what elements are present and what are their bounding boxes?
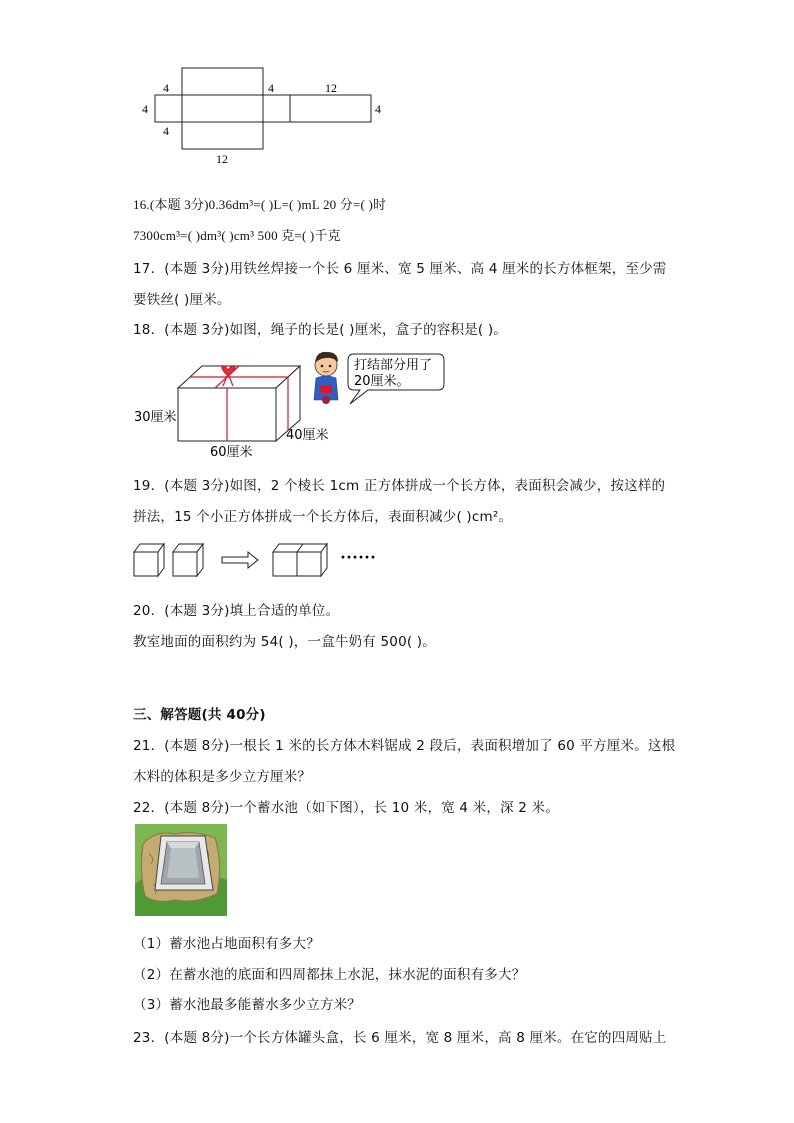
cuboid-net-diagram xyxy=(138,62,388,170)
net-label-bottom-12: 12 xyxy=(216,152,228,166)
speech-bubble-line-1: 打结部分用了 xyxy=(354,358,433,373)
q21-line-1: 21．(本题 8分)一根长 1 米的长方体木料锯成 2 段后，表面积增加了 60 平方厘米。这根 xyxy=(133,738,676,754)
q17-line-2: 要铁丝( )厘米。 xyxy=(133,292,231,308)
q21-line-2: 木料的体积是多少立方厘米？ xyxy=(133,769,312,785)
section-3-heading: 三、解答题(共 40分) xyxy=(133,707,266,723)
q19-line-2: 拼法，15 个小正方体拼成一个长方体后，表面积减少( )cm²。 xyxy=(133,509,513,525)
q16-line-1: 16.(本题 3分)0.36dm³=( )L=( )mL 20 分=( )时 xyxy=(133,197,387,212)
box-width-label: 40厘米 xyxy=(286,428,329,443)
q19-line-1: 19．(本题 3分)如图，2 个棱长 1cm 正方体拼成一个长方体，表面积会减少，按这样的 xyxy=(133,478,666,494)
box-length-label: 60厘米 xyxy=(210,445,253,460)
net-label-top-12: 12 xyxy=(325,81,337,95)
continuation-dots: ······ xyxy=(340,547,377,567)
reservoir-picture xyxy=(135,824,227,916)
q16-line-2: 7300cm³=( )dm³( )cm³ 500 克=( )千克 xyxy=(133,228,341,243)
q23-line-1: 23．(本题 8分)一个长方体罐头盒，长 6 厘米，宽 8 厘米，高 8 厘米。在它的四周贴上 xyxy=(133,1030,667,1046)
net-label-right-4: 4 xyxy=(375,102,381,116)
cubes-figure xyxy=(130,540,400,580)
q17-line-1: 17．(本题 3分)用铁丝焊接一个长 6 厘米、宽 5 厘米、高 4 厘米的长方体框架，至少需 xyxy=(133,261,667,277)
q20-line-2: 教室地面的面积约为 54( )，一盒牛奶有 500( )。 xyxy=(133,634,436,650)
box-height-label: 30厘米 xyxy=(134,410,177,425)
q22-line-1: 22．(本题 8分)一个蓄水池（如下图），长 10 米，宽 4 米，深 2 米。 xyxy=(133,800,559,816)
gift-box-figure xyxy=(130,348,460,460)
q22-sub-1: （1）蓄水池占地面积有多大？ xyxy=(133,936,320,952)
q18-line-1: 18．(本题 3分)如图，绳子的长是( )厘米，盒子的容积是( )。 xyxy=(133,322,508,338)
q22-sub-2: （2）在蓄水池的底面和四周都抹上水泥，抹水泥的面积有多大？ xyxy=(133,967,526,983)
net-label-bottom-left-4: 4 xyxy=(163,124,169,138)
q22-sub-3: （3）蓄水池最多能蓄水多少立方米？ xyxy=(133,997,361,1013)
net-label-left-4: 4 xyxy=(142,102,148,116)
speech-bubble-line-2: 20厘米。 xyxy=(354,374,410,389)
q20-line-1: 20．(本题 3分)填上合适的单位。 xyxy=(133,603,340,619)
net-label-mid-4: 4 xyxy=(268,81,274,95)
boy-character-icon xyxy=(314,352,338,404)
net-label-top-left-4: 4 xyxy=(163,81,169,95)
